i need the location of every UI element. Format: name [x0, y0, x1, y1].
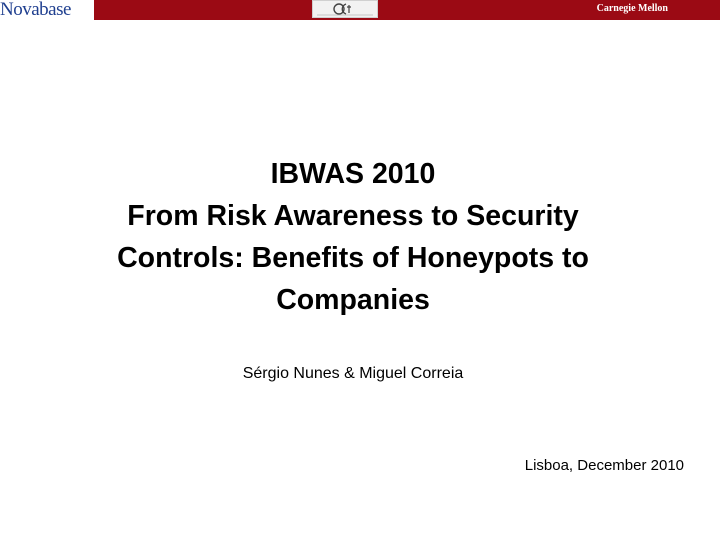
title-line: Controls: Benefits of Honeypots to: [117, 242, 589, 274]
title-line: From Risk Awareness to Security: [127, 200, 579, 232]
slide-title: [0, 153, 706, 321]
title-line: IBWAS 2010: [270, 158, 436, 190]
carnegie-mellon-logo: Carnegie Mellon: [596, 3, 668, 14]
location-date: Lisboa, December 2010: [524, 457, 684, 474]
institution-emblem-icon: [312, 0, 378, 18]
title-line: Companies: [276, 284, 430, 316]
emblem-graphic-icon: [313, 1, 377, 17]
novabase-logo: Novabase: [0, 0, 94, 20]
authors: Sérgio Nunes & Miguel Correia: [242, 365, 464, 382]
